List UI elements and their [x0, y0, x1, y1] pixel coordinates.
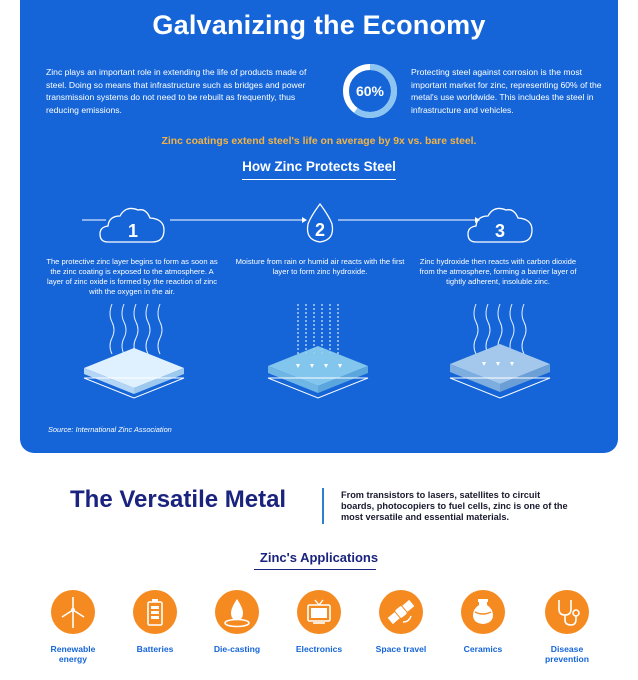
versatile-description: From transistors to lasers, satellites to circuit boards, photocopiers to fuel cells, zinc is one of the most versatile and essential materials. — [341, 490, 568, 523]
percentage-ring — [342, 63, 398, 119]
stethoscope-icon — [545, 590, 589, 634]
wind-turbine-icon — [51, 590, 95, 634]
application-label: Electronics — [295, 644, 343, 654]
application-label: Batteries — [136, 644, 174, 654]
molten-drop-icon — [215, 590, 259, 634]
intro-left-text: Zinc plays an important role in extending the life of products made of steel. Doing so means that infrastructure such as bridges and power transmission systems do not need to be rebuilt as frequently, thus reducing emissions. — [46, 67, 307, 115]
step-3-number: 3 — [494, 221, 506, 241]
step-1-zinc-layer — [84, 348, 184, 398]
step-2-zinc-hydroxide-layer — [268, 346, 368, 398]
application-label: Die-casting — [213, 644, 261, 654]
application-renewable-energy — [38, 590, 108, 664]
applications-title: Zinc's Applications — [259, 550, 379, 565]
application-ceramics — [448, 590, 518, 654]
application-electronics — [284, 590, 354, 654]
step-1-description: The protective zinc layer begins to form as soon as the zinc coating is exposed to the atmosphere. A layer of zinc oxide is formed by the reaction of zinc with the oxygen in the air. — [46, 257, 218, 296]
vase-icon — [461, 590, 505, 634]
application-space-travel — [366, 590, 436, 654]
step-2-number: 2 — [314, 220, 326, 240]
versatile-divider — [322, 488, 324, 524]
intro-right-text: Protecting steel against corrosion is the most important market for zinc, representing 60% of the metal's use worldwide. This includes the steel in infrastructure and vehicles. — [411, 67, 602, 115]
versatile-title: The Versatile Metal — [70, 486, 287, 513]
application-label: Space travel — [375, 644, 427, 654]
television-icon — [297, 590, 341, 634]
page-title: Galvanizing the Economy — [152, 10, 486, 40]
application-label: Renewable energy — [50, 644, 96, 664]
step-3-description: Zinc hydroxide then reacts with carbon dioxide from the atmosphere, forming a barrier layer of tightly adherent, insoluble zinc. — [419, 257, 577, 286]
application-disease-prevention — [532, 590, 602, 664]
application-label: Disease prevention — [545, 644, 589, 664]
process-flow — [20, 190, 618, 250]
galvanizing-panel — [20, 0, 618, 453]
application-die-casting — [202, 590, 272, 654]
battery-icon — [133, 590, 177, 634]
percentage-value: 60% — [355, 83, 385, 99]
applications-title-underline — [254, 569, 376, 570]
process-title: How Zinc Protects Steel — [242, 159, 396, 174]
step-3-barrier-layer — [450, 344, 550, 398]
layer-illustrations — [20, 300, 618, 400]
application-label: Ceramics — [463, 644, 503, 654]
source-note: Source: International Zinc Association — [48, 425, 172, 434]
step-1-number: 1 — [127, 221, 139, 241]
process-title-underline — [242, 179, 396, 180]
step-2-description: Moisture from rain or humid air reacts with the first layer to form zinc hydroxide. — [235, 257, 405, 276]
highlight-statement: Zinc coatings extend steel's life on average by 9x vs. bare steel. — [161, 136, 477, 147]
step-1-oxygen-illustration — [110, 304, 162, 354]
application-batteries — [120, 590, 190, 654]
satellite-icon — [379, 590, 423, 634]
